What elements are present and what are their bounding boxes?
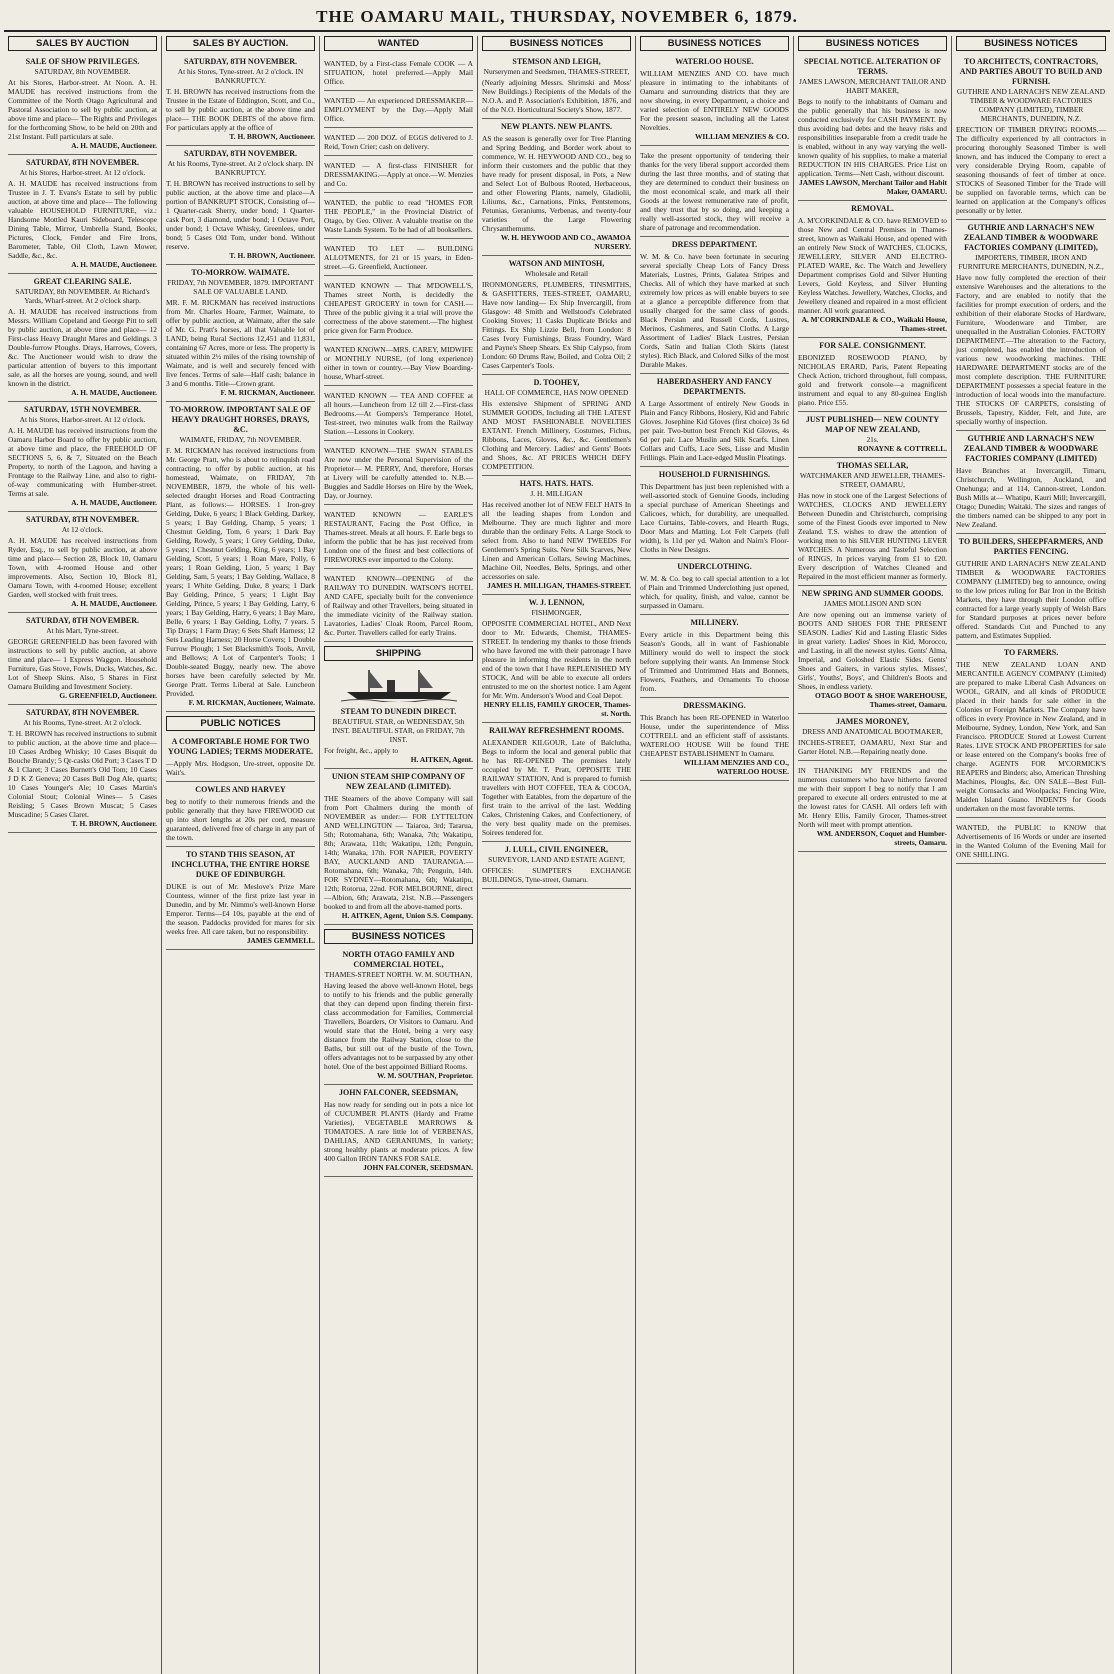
column-2 (162, 36, 320, 1674)
advertisement (324, 239, 473, 276)
ad-body: WANTED — A first-class FINISHER for DRESSMAKING.—Apply at once.—W. Menzies and Co. (324, 161, 473, 188)
advertisement (482, 54, 631, 119)
ad-signature: G. GREENFIELD, Auctioneer. (59, 691, 157, 700)
column-header: BUSINESS NOTICES (482, 36, 631, 51)
section-header-shipping: SHIPPING (324, 646, 473, 661)
advertisement (482, 119, 631, 256)
ad-signature: A. M'CORKINDALE & CO., Waikaki House, Thames-street. (801, 315, 947, 333)
ad-body: A. H. MAUDE has received instructions from the Oamaru Harbor Board to offer by public auction, at above time and place, the FREEHOLD OF SECTIONS 5, 6, & 7, Situated on the Beach Property, to north of the Lagoon, and having a Frontage to the Railway Line, and also to right-of-way communicating with Humber-street. Terms at sale. (8, 426, 157, 498)
ad-subtitle: HALL OF COMMERCE, HAS NOW OPENED (484, 388, 629, 397)
ad-body: W. M. & Co. have been fortunate in securing several specially Cheap Lots of Fancy Dress Materials, Lustres, Prints, Galatea Stripes and Checks. All of which they have marked at such extremely low prices as will enable buyers to see at a glance a perceptible difference from that usually charged for the same class of goods. Black Persian and Russell Cords, Lustres, Merinos, Cashmeres, and Satin Cloths. A Large Assortment of Ladies' Black Lustres, Persian Cords, Satin and Italian Cloth Skirts (latest styles). Rich Black, and Colored Silks of the most Durable Makes. (640, 252, 789, 369)
ad-title: HOUSEHOLD FURNISHINGS. (658, 470, 771, 479)
advertisement (166, 782, 315, 847)
ad-subtitle: WAIMATE, FRIDAY, 7th NOVEMBER. (179, 435, 302, 444)
ad-signature: W. M. SOUTHAN, Proprietor. (376, 1071, 473, 1080)
ad-body: F. M. RICKMAN has received instructions from Mr. George Pratt, who is about to relinquish road contracting, to offer by public auction, at his homestead, Waimate, on FRIDAY, 7th NOVEMBER, 1879, the whole of his well-selected draught Horses and Road Contracting Plant, as follows:— HORSES. 1 Iron-grey Gelding, Duke, 6 years; 1 Black Gelding, Darkey, 5 years; 1 Bay Gelding, Champ, 5 years; 1 Chestnut Gelding, Tom, 6 years; 1 Dark Bay Gelding, Rowdy, 5 years; 1 Grey Gelding, Duke, 5 years; 1 Chestnut Gelding, King, 6 years; 1 Bay Gelding, Scott, 5 years; 1 Roan Mare, Polly, 6 years; 1 Roan Gelding, Lion, 5 years; 1 Bay Gelding, Sam, 5 years; 1 Bay Gelding, Wallace, 8 years; 1 White Gelding, Duke, 8 years; 1 Dark Bay Gelding, Prince, 5 years; 1 Light Bay Gelding, Prince, 5 years; 1 Bay Gelding, Larry, 6 years; 1 Bay Gelding, Harry, 6 years; 1 Bay Mare, Belle, 6 years; 1 Bay Gelding, Lofty, 7 years. 5 Tip Drays; 1 Farm Dray; 6 Sets Shaft Harness; 12 Sets Leading Harness; 20 Horse Covers; 1 Double Furrow Plough; 1 Set Blacksmith's Tools, Anvil, and Bellows; A Lot of Carpenter's Tools; 1 Double-seated Buggy, nearly new. The above horses have been carefully selected by Mr. George Pratt. Terms Liberal at Sale. Luncheon Provided. (166, 446, 315, 698)
ad-body: WANTED TO LET — BUILDING ALLOTMENTS, for 21 or 15 years, in Eden-street.—G. Greenfield, Auctioneer. (324, 244, 473, 271)
ad-subtitle: At 12 o'clock. (61, 525, 104, 534)
ad-title: JAMES MORONEY, (835, 717, 910, 726)
ad-subtitle: At his Stores, Harbor-street. At 12 o'clock. (19, 168, 146, 177)
advertisement (324, 704, 473, 769)
ad-title: NORTH OTAGO FAMILY AND COMMERCIAL HOTEL, (342, 950, 455, 969)
advertisement (324, 947, 473, 1085)
ad-signature: JAMES LAWSON, Merchant Tailor and Habit Maker, OAMARU. (799, 178, 947, 196)
ad-subtitle: WATCHMAKER AND JEWELLER, THAMES-STREET, OAMARU, (799, 471, 946, 489)
advertisement (8, 402, 157, 512)
ad-title: SALE OF SHOW PRIVILEGES. (25, 57, 140, 66)
ad-signature: JOHN FALCONER, SEEDSMAN. (363, 1163, 473, 1172)
advertisement (640, 374, 789, 467)
ad-signature: T. H. BROWN, Auctioneer. (229, 251, 315, 260)
ad-subtitle: FISHMONGER, (531, 608, 582, 617)
advertisement (324, 569, 473, 642)
steamship-illustration (324, 664, 473, 704)
advertisement (324, 340, 473, 386)
ad-title: DRESS DEPARTMENT. (671, 240, 758, 249)
ad-body: A. H. MAUDE has received instructions from Messrs. William Copeland and George Pitt to sell by public auction, at above time and place— 12 First-class Heavy Draught Mares and Geldings. 3 Double-furrow Ploughs. Drays, Harrows, Covers, &c. The Auctioneer would wish to draw the particular attention of buyers to this important sale, as all the horses are young, sound, and well known in the district. (8, 307, 157, 388)
ad-signature: A. H. MAUDE, Auctioneer. (71, 599, 157, 608)
column-header: BUSINESS NOTICES (956, 36, 1106, 51)
ad-body: WANTED KNOWN — EARLE'S RESTAURANT, Facing the Post Office, in Thames-street. Meals at all hours. F. Earle begs to inform the public that he has just received from London one of the finest and best collections of FIREWORKS ever imported to the Colony. (324, 510, 473, 564)
advertisement (640, 146, 789, 237)
ad-title: TO FARMERS. (1003, 648, 1059, 657)
advertisement (956, 54, 1106, 220)
ad-subtitle: JAMES MOLLISON AND SON (823, 599, 922, 608)
ad-subtitle: At his Stores, Harbor-street. At 12 o'clock. (19, 415, 146, 424)
advertisement (482, 476, 631, 595)
ad-title: MILLINERY. (690, 618, 739, 627)
ad-subtitle: FRIDAY, 7th NOVEMBER, 1879. IMPORTANT SALE OF VALUABLE LAND. (167, 278, 314, 296)
advertisement (798, 201, 947, 338)
ad-body: WILLIAM MENZIES AND CO. have much pleasure in intimating to the inhabitants of Oamaru and surrounding districts that they are now showing, in every Department, a choice and varied selection of ENTIRELY NEW GOODS For the present season, including all the Latest Novelties. (640, 69, 789, 132)
ad-body: Has now ready for sending out in pots a nice lot of CUCUMBER PLANTS (Hardy and Frame Varieties), VEGETABLE MARROWS & TOMATOES. A rare little lot of VERBENAS, DAHLIAS, AND GERANIUMS, In variety; strong healthy plants at moderate prices. A few 400 Gallon IRON TANKS FOR SALE. (324, 1100, 473, 1163)
ad-signature: RONAYNE & COTTRELL. (857, 444, 947, 453)
advertisement (324, 128, 473, 156)
ad-body: T. H. BROWN has received instructions to sell by public auction, at the above time and place—A portion of BANKRUPT STOCK, Consisting of— 1 Quarter-cask Sherry, under bond; 1 Quarter-cask Port, 3 diamond, under bond; 1 Octave Port, under bond; 1 Octave Whisky, Greenlees, under bond; 5 Cases Old Tom, under bond. Without reserve. (166, 179, 315, 251)
column-header: WANTED (324, 36, 473, 51)
columns (4, 36, 1110, 1674)
advertisement (324, 386, 473, 441)
advertisement (324, 276, 473, 340)
ad-body: DUKE is out of Mr. Meslove's Prize Mare Countess, winner of the first prize last year in Dunedin, and by Mr. Nimmo's well-known Horse Emperor. Terms—£4 10s, payable at the end of the season. Paddocks provided for mares for six weeks free. All care taken, but no responsibility. (166, 882, 315, 936)
advertisement (798, 412, 947, 458)
ad-body: THE Steamers of the above Company will sail from Port Chalmers during the month of NOVEMBER as under:— FOR LYTTELTON AND WELLINGTON — Taiaroa, 3rd; Tararua, 5th; Rotomahana, 6th; Wanaka, 7th; Wakatipu, 8th; Arawata, 11th; Wakatipu, 12th; Penguin, 14th; Wanaka, 17th. FOR NAPIER, POVERTY BAY, AUCKLAND AND TAURANGA.—Rotomahana, 6th; Wanaka, 7th; Penguin, 14th. FOR SYDNEY—Rotomahana, 6th; Wakatipu, 12th; Rotorua, 22nd. FOR MELBOURNE, direct—Albion, 6th; Arawata, 21st. N.B.—Passengers booked to and from all the above-named ports. (324, 794, 473, 911)
ad-body: WANTED KNOWN — TEA AND COFFEE at all hours.—Luncheon from 12 till 2.—First-class Bedrooms.—At Gompers's Temperance Hotel, Test-street, two minutes walk from the Railway Station.—Lessons in Cookery. (324, 391, 473, 436)
ad-title: SATURDAY, 8TH NOVEMBER. (25, 515, 140, 524)
ad-body: A. M'CORKINDALE & CO. have REMOVED to those New and Central Premises in Thames-street, known as Waikaki House, and opened with an entirely New Stock of WATCHES, CLOCKS, JEWELLERY, SILVER AND ELECTRO-PLATED WARE, &c. The Watch and Jewellery Department comprises Gold and Silver Hunting Levers, Gold Keyless, and Silver Hunting Keyless Watches. Jewellery, Watches, Clocks, and Jewellery cleaned and repaired in a most efficient manner. All work guaranteed. (798, 216, 947, 315)
ad-title: THOMAS SELLAR, (836, 461, 909, 470)
ad-subtitle: Nurserymen and Seedsmen, THAMES-STREET, (483, 67, 630, 76)
ad-subtitle: Wholesale and Retail (524, 269, 589, 278)
column-7 (952, 36, 1110, 1674)
ad-body: beg to notify to their numerous friends and the public generally that they have FIREWOOD cut up into short lengths at 20s per cord, measure guaranteed, delivered free of charge in any part of the town. (166, 797, 315, 842)
ad-title: SATURDAY, 8TH NOVEMBER. (25, 158, 140, 167)
advertisement (640, 615, 789, 698)
ad-body: GUTHRIE AND LARNACH'S NEW ZEALAND TIMBER & WOODWARE FACTORIES COMPANY (LIMITED) beg to announce, owing to the low prices ruling for Bar Iron in the British Markets, they have through their London office contracted for a large yearly supply of Welsh Bars for Standard purposes at prices never before offered. Standards Cut and Punched to any pattern, and Estimates Supplied. (956, 559, 1106, 640)
ad-signature: T. H. BROWN, Auctioneer. (71, 819, 157, 828)
ad-body: (Nearly adjoining Messrs. Shrimski and Moss' New Buildings.) Recipients of the Medals of the N.O.A. and P. Association's Exhibition, 1876, and of the N.O. Horticultural Society's Show, 1877. (482, 78, 631, 114)
ad-title: RAILWAY REFRESHMENT ROOMS. (489, 726, 624, 735)
ad-body: EBONIZED ROSEWOOD PIANO, by NICHOLAS ERARD, Paris, Patent Repeating Check Action, trichord throughout, full compass, gold and fretwork console—a magnificent instrument and equal to any 80-guinea English piano. Price £55. (798, 353, 947, 407)
ad-body: This Department has just been replenished with a well-assorted stock of Genuine Goods, including a special purchase of American Sheetings and Calicoes, which, for durability, are unequalled. Lace Curtains, Table-covers, and Hearth Rugs, Door Mats and Matting. Lot Felt Carpets (full width), ls 11d per yd. Walton and Nairn's Floor-Cloths in New Designs. (640, 482, 789, 554)
ad-subtitle: At his Rooms, Tyne-street. At 2 o'clock sharp. IN BANKRUPTCY. (167, 159, 314, 177)
advertisement (798, 586, 947, 714)
column-6 (794, 36, 952, 1674)
advertisement (324, 441, 473, 505)
advertisement (482, 595, 631, 723)
ad-body: GEORGE GREENFIELD has been favored with instructions to sell by public auction, at above time and place— 1 Express Waggon. Household Furniture, Gas Stove, Fowls, Ducks, Watches, &c. Lot of Sheep Skins. Also, 5 Shares in First Oamaru Building and Investment Society. (8, 637, 157, 691)
ad-title: TO BUILDERS, SHEEPFARMERS, AND PARTIES FENCING. (958, 537, 1104, 556)
advertisement (8, 54, 157, 155)
ad-title: REMOVAL. (851, 204, 894, 213)
column-header: SALES BY AUCTION. (166, 36, 315, 51)
ad-title: TO-MORROW. IMPORTANT SALE OF HEAVY DRAUGHT HORSES, DRAYS, &C. (169, 405, 312, 434)
ad-title: A COMFORTABLE HOME FOR TWO YOUNG LADIES; TERMS MODERATE. (167, 737, 314, 756)
ad-signature: JAMES GEMMELL. (246, 936, 315, 945)
ad-subtitle: SATURDAY, 8th NOVEMBER. (34, 67, 131, 76)
ad-subtitle: SATURDAY, 8th NOVEMBER. At Richard's Yards, Wharf-street. At 2 o'clock sharp. (15, 287, 150, 305)
ad-body: IN THANKING MY FRIENDS and the numerous customers who have hitherto favored me with their support I beg to notify that I am prepared to execute all orders entrusted to me at the lowest rates for CASH. All orders left with Mr. Henry Ellis, Family Grocer, Thames-street North will meet with prompt attention. (798, 766, 947, 829)
column-header: BUSINESS NOTICES (640, 36, 789, 51)
ad-body: This Branch has been RE-OPENED in Waterloo House, under the superintendence of Miss COTTRELL and an efficient staff of assistants. WATERLOO HOUSE Will be found THE CHEAPEST ESTABLISHMENT In Oamaru. (640, 713, 789, 758)
ad-signature: A. H. MAUDE, Auctioneer. (71, 498, 157, 507)
ad-body: —Apply Mrs. Hodgson, Ure-street, opposite Dr. Wait's. (166, 759, 315, 777)
ad-body: OPPOSITE COMMERCIAL HOTEL, AND Next door to Mr. Edwards, Chemist, THAMES-STREET. In tendering my thanks to those friends who have favored me with their patronage I have pleasure in informing the residents in the north end of the town that I have REPLENISHED MY STOCK, And will be able to execute all orders entrusted to me on the shortest notice. I am Agent for Mr. Wm. Anderson's Wood and Coal Depot. (482, 619, 631, 700)
ad-body: For freight, &c., apply to (324, 746, 399, 755)
ad-title: HABERDASHERY AND FANCY DEPARTMENTS. (656, 377, 773, 396)
ad-title: UNDERCLOTHING. (677, 562, 752, 571)
advertisement (956, 220, 1106, 431)
ad-title: STEAM TO DUNEDIN DIRECT. (340, 707, 457, 716)
ad-subtitle: At his Stores, Tyne-street. At 2 o'clock. IN BANKRUPTCY. (177, 67, 304, 85)
ad-body: Have now fully completed the erection of their extensive Warehouses and the alterations to the Factory, and are enabled to notify that the facilities for prompt execution of orders, and the exhibition of their elaborate Stocks of Hardware, Furniture, Woodenware and Timber, are unequalled in the Australian Colonies. FACTORY DEPARTMENT.—The alteration to the Factory, just completed, has enabled the introduction of various new woodworking machines. THE HARDWARE DEPARTMENT stocks are of the most complete description. THE FURNITURE DEPARTMENT possesses a special feature in the introduction of local woods into the manufacture. THE STOCKS OF CARPETS, consisting of Brussels, Tapestry, Kidder, Felt, and Jute, are specially worthy of inspection. (956, 273, 1106, 426)
ad-title: STEMSON AND LEIGH, (512, 57, 601, 66)
ad-body: At his Stores, Harbor-street. At Noon. A. H. MAUDE has received instructions from the Committee of the North Otago Agricultural and Pastoral Association to sell by public auction, at above time and place— The Rights and Privileges for the forthcoming Show, to be held on 20th and 21st Instant. Full particulars at sale. (8, 78, 157, 141)
ad-body: WANTED KNOWN—OPENING of the RAILWAY TO DUNEDIN. WATSON'S HOTEL AND CAFE, specially built for the convenience of Railway and other Travellers, being situated in the immediate vicinity of the Railway station. Lavatories, Ladies' Cloak Room, Parcel Room, &c. Porter. Travellers called for early Trains. (324, 574, 473, 637)
ad-body: WANTED, by a First-class Female COOK — A SITUATION, hotel preferred.—Apply Mail Office. (324, 59, 473, 86)
ad-title: W. J. LENNON, (528, 598, 585, 607)
ad-body: T. H. BROWN has received instructions from the Trustee in the Estate of Eddington, Scott, and Co., to sell by public auction, at the above time and place— THE BOOK DEBTS of the above firm. For particulars apply at the office of (166, 87, 315, 132)
ad-body: T. H. BROWN has received instructions to submit to public auction, at the above time and place— 10 Cases Ardbeg Whisky; 10 Cases Bisquit du Bouche Brandy; 5 Qr-casks Old Port; 3 Cases T D & 1 Claret; 3 Cases Burnett's Old Tom; 10 Cases J D K Z Geneva; 20 Cases Bull Dog Ale, quarts; 10 Cases Younger's Ale; 10 Cases Martin's Colonial Stout; Colonial Wines— 5 Cases Reisling; 5 Cases Brown Muscat; 5 Cases Muscadine; 5 Cases Claret. (8, 729, 157, 819)
ad-body: A Large Assortment of entirely New Goods in Plain and Fancy Ribbons, Hosiery, Kid and Fabric Gloves. Josephine Kid Gloves (first choice) 3s 6d per pair. Two-button best French Kid Gloves, 4s 6d per pair. Lace Muslin and Silk Scarfs. Linen Collars and Cuffs, Lace Sets, Lisse and Muslin Frillings. Plain and Lace-edged Muslin Pleatings. (640, 399, 789, 462)
advertisement (324, 1085, 473, 1177)
advertisement (798, 54, 947, 201)
ad-title: SATURDAY, 8TH NOVEMBER. (25, 616, 140, 625)
ad-body: Have Branches at Invercargill, Timaru, Christchurch, Wellington, Auckland, and Onehunga; and at 114, Cannon-street, London. Bush Mills at— Whatipu, Kauri Mill; Invercargill, Otago; Dunedin; Waitaki. The sizes and ranges of the timbers named can be shipped to any port in New Zealand. (956, 466, 1106, 529)
ad-signature: WILLIAM MENZIES & CO. (694, 132, 789, 141)
advertisement (482, 723, 631, 842)
advertisement (640, 559, 789, 615)
ad-title: DRESSMAKING. (683, 701, 746, 710)
advertisement (8, 155, 157, 274)
ad-body: Having leased the above well-known Hotel, begs to notify to his friends and the public generally that they can depend upon finding therein first-class accommodation for Families, Commercial Travellers, Boarders, Or Visitors to Oamaru. And would state that the Hotel, being a very easy distance from the Railway Station, close to the Baths, but still out of the bustle of the Town, offers advantages not to be surpassed by any other hotel. One of the best appointed Billiard Rooms. (324, 981, 473, 1071)
ad-subtitle: SURVEYOR, LAND AND ESTATE AGENT, (488, 855, 625, 864)
advertisement (166, 847, 315, 950)
ad-body: Has received another lot of NEW FELT HATS In all the leading shapes from London and Melbourne. They are much lighter and more durable than the ordinary Felts. A Large Stock to select from. Also to hand NEW TWEEDS For Gentlemen's Spring Suits. New Silk Scarves, New Linen and American Collars, Sewing Machines, Machine Oil, Needles, Belts, Springs, and other accessories on sale. (482, 500, 631, 581)
ad-title: SATURDAY, 15TH NOVEMBER. (23, 405, 142, 414)
advertisement (482, 256, 631, 375)
ad-body: THE NEW ZEALAND LOAN AND MERCANTILE AGENCY COMPANY (Limited) are prepared to make Liberal Cash Advances on WOOL, GRAIN, and all kinds of PRODUCE placed in their hands for sale either in the Colonies or Foreign Markets. The Company have offices in every Province in New Zealand, and in Melbourne, Sydney, London, New York, and San Francisco. PRODUCE Stored at Lowest Current Rates. LIVE STOCK AND PROPERTIES for sale or lease entered on the Company's books free of charge. AGENTS FOR M'CORMICK'S REAPERS and Binders; also, American Threshing Machines, Ploughs, &c. ON SALE—Best Full-weight Cornsacks and Woolpacks; Fencing Wire, Malden Island Guano. INDENTS for Goods undertaken on the most favorable terms. (956, 660, 1106, 813)
column-header: BUSINESS NOTICES (798, 36, 947, 51)
ad-title: COWLES AND HARVEY (195, 785, 286, 794)
ad-subtitle: GUTHRIE AND LARNACH'S NEW ZEALAND TIMBER & WOODWARE FACTORIES COMPANY (LIMITED), TIMBER MERCHANTS, DUNEDIN, N.Z. (956, 87, 1106, 123)
advertisement (324, 91, 473, 128)
ad-body: WANTED — An experienced DRESSMAKER—EMPLOYMENT by the Day.—Apply Mail Office. (324, 96, 473, 123)
advertisement (640, 698, 789, 781)
ad-signature: WILLIAM MENZIES AND CO., WATERLOO HOUSE. (683, 758, 789, 776)
advertisement (166, 734, 315, 782)
advertisement (324, 505, 473, 569)
ad-subtitle: THAMES-STREET NORTH. W. M. SOUTHAN, (324, 970, 473, 979)
ad-body: MR. F. M. RICKMAN has received instructions from Mr. Charles Hoare, Farmer, Waimate, to offer by public auction, at Waimate, after the sale of Mr. G. Pratt's horses, all that Valuable lot of LAND, being Rural Sections 12,451 and 11,831, containing 67 Acres, more or less. The property is situated within 2½ miles of the rising township of Waimate, and is well and securely fenced with live fences. Terms of sale—Half cash; balance in 3 and 6 months. Title—Crown grant. (166, 298, 315, 388)
advertisement (166, 402, 315, 712)
ad-body: A. H. MAUDE has received instructions from Trustee in J. T. Evans's Estate to sell by public auction, at above time and place— The following valuable HOUSEHOLD FURNITURE, viz.: Handsome Mottled Kauri Sideboard, Telescope Dining Table, Mirror, Umbrella Stand, Books, Pictures, Clock, Fender and Fire Irons, Barometer, Table, Oil Cloth, Lawn Mower, Saddle, &c., &c. (8, 179, 157, 260)
ad-body: WANTED — 200 DOZ. of EGGS delivered to J. Reid, Town Crier; cash on delivery. (324, 133, 473, 151)
ad-title: GUTHRIE AND LARNACH'S NEW ZEALAND TIMBER & WOODWARE FACTORIES COMPANY (LIMITED), (963, 223, 1099, 252)
ad-title: J. LULL, CIVIL ENGINEER, (504, 845, 609, 854)
ad-body: WANTED KNOWN—MRS. CAREY, MIDWIFE or MONTHLY NURSE, (of long experience) either in town or country.—Bay View Boarding-house, Wharf-street. (324, 345, 473, 381)
advertisement (640, 54, 789, 146)
advertisement (956, 431, 1106, 534)
ad-body: ERECTION OF TIMBER DRYING ROOMS.—The difficulty experienced by all contractors in procuring thoroughly Seasoned Timber is well known, and has induced the Company to erect a very considerable Drying Room, capable of seasoning thousands of feet of timber at once. STOCKS of Seasoned Timber for the Trade will be supplied on favorable terms, which can be learned on application at the Company's offices personally or by letter. (956, 125, 1106, 215)
advertisement (956, 818, 1106, 864)
ad-body: AS the season is generally over for Tree Planting and Spring Bedding, and Border work about to commence, W. H. HEYWOOD AND CO., beg to inform their customers and the public that they have ready for present disposal, in Pots, a New and Select Lot of Bulbous Rooted, Herbaceous, and other Flowering Plants, namely, Gladiolii, Liliums, &c., Carnations, Pinks, Pentstemons, Petunias, Geraniums, Verbenas, and twenty-four varieties of the Large Flowering Chrysanthemums. (482, 134, 631, 233)
ad-signature: A. H. MAUDE, Auctioneer. (71, 260, 157, 269)
ad-body: Every article in this Department being this Season's Goods, all in want of Fashionable Millinery would do well to inspect the stock before supplying their wants. An Immense Stock of Trimmed and Untrimmed Hats and Bonnets, Flowers, Feathers, and Ornaments To choose from. (640, 630, 789, 693)
ad-body: WANTED KNOWN — That M'DOWELL'S, Thames street North, is decidedly the CHEAPEST GROCERY in town for CASH.—Three of the public giving it a trial will prove the correctness of the above statement.—The highest price given for Farm Produce. (324, 281, 473, 335)
ad-title: NEW SPRING AND SUMMER GOODS. (801, 589, 944, 598)
ad-title: SATURDAY, 8TH NOVEMBER. (183, 149, 298, 158)
ad-signature: W. H. HEYWOOD AND CO., AWAMOA NURSERY. (500, 233, 631, 251)
ad-title: SPECIAL NOTICE. ALTERATION OF TERMS. (804, 57, 941, 76)
advertisement (482, 375, 631, 476)
ad-subtitle: DRESS AND ANATOMICAL BOOTMAKER, (802, 727, 943, 736)
ad-subtitle: BEAUTIFUL STAR, on WEDNESDAY, 5th INST. BEAUTIFUL STAR, on FRIDAY, 7th INST. (332, 717, 465, 744)
ad-body: Begs to notify to the inhabitants of Oamaru and the public generally that his business is now conducted exclusively for CASH PAYMENT. By thus avoiding bad debts and the heavy risks and responsibilities inseparable from a credit trade he is enabled, without in any way varying the well-known quality of his supplies, to make a material REDUCTION IN HIS CHARGES. Price List on application. Terms—Nett Cash, without discount. (798, 97, 947, 178)
advertisement (798, 714, 947, 761)
advertisement (640, 467, 789, 559)
ad-signature: H. AITKEN, Agent. (410, 755, 473, 764)
ad-signature: JAMES H. MILLIGAN, THAMES-STREET. (487, 581, 631, 590)
ad-title: D. TOOHEY, (533, 378, 580, 387)
section-header-business-notices: BUSINESS NOTICES (324, 929, 473, 944)
advertisement (798, 338, 947, 412)
ad-title: TO ARCHITECTS, CONTRACTORS, AND PARTIES ABOUT TO BUILD AND FURNISH. (959, 57, 1103, 86)
advertisement (324, 769, 473, 925)
ad-signature: OTAGO BOOT & SHOE WAREHOUSE, Thames-street, Oamaru. (814, 691, 947, 709)
ad-title: UNION STEAM SHIP COMPANY OF NEW ZEALAND (LIMITED). (331, 772, 466, 791)
ad-signature: A. H. MAUDE, Auctioneer. (71, 141, 157, 150)
ad-body: Has now in stock one of the Largest Selections of WATCHES, CLOCKS AND JEWELLERY Between Dunedin and Christchurch, comprising some of the Finest Goods ever imported to New Zealand. T.S. wishes to draw the attention of working men to his SILVER HUNTING LEVER WATCHES. A Numerous and Tasteful Selection of RINGS, In prices varying from £1 to £20. Every description of Watches Cleaned and Repaired in the most efficient manner as formerly. (798, 491, 947, 581)
column-3 (320, 36, 478, 1674)
advertisement (166, 146, 315, 265)
ad-body: Are now opening out an immense variety of BOOTS AND SHOES FOR THE PRESENT SEASON. Ladies' Kid and Lasting Elastic Sides in great variety. Ladies' Shoes in Kid, Morocco, and Lasting, in all the newest styles. Gents' Alma, Imperial, and Goloshed Elastic Sides. Gents' Shoes and Gaiters, in various styles. Misses', Girls', Youths', Boys', and Children's Boots and Shoes, in endless variety. (798, 610, 947, 691)
ad-title: GUTHRIE AND LARNACH'S NEW ZEALAND TIMBER & WOODWARE FACTORIES COMPANY (LIMITED) (963, 434, 1099, 463)
ad-subtitle: IMPORTERS, TIMBER, IRON AND FURNITURE MERCHANTS, DUNEDIN, N.Z., (958, 253, 1104, 271)
advertisement (8, 512, 157, 613)
advertisement (482, 842, 631, 889)
ad-body: WANTED, the PUBLIC to KNOW that Advertisements of 16 Words or under are inserted in the Wanted Column of the Evening Mail for ONE SHILLING. (956, 823, 1106, 859)
advertisement (8, 705, 157, 833)
column-5 (636, 36, 794, 1674)
ad-body: A. H. MAUDE has received instructions from Ryder, Esq., to sell by public auction, at above time and place— Section 28, Block 10, Oamaru Town, with 4-roomed House and other improvements. Also, Section 10, Block 81, Oamaru Town, with 4-roomed House; excellent Garden, well stocked with fruit trees. (8, 536, 157, 599)
column-header: SALES BY AUCTION (8, 36, 157, 51)
ad-body: W. M. & Co. beg to call special attention to a lot of Plain and Trimmed Underclothing just opened, which, for quality, finish, and value, cannot be surpassed in Oamaru. (640, 574, 789, 610)
advertisement (324, 54, 473, 91)
ad-body: OFFICES: SUMPTER'S EXCHANGE BUILDINGS, Tyne-street, Oamaru. (482, 866, 631, 884)
advertisement (956, 534, 1106, 645)
advertisement (324, 193, 473, 239)
ad-subtitle: 21s. (866, 435, 879, 444)
advertisement (640, 237, 789, 374)
advertisement (166, 265, 315, 402)
ad-signature: F. M. RICKMAN, Auctioneer, Waimate. (188, 698, 315, 707)
ad-title: WATERLOO HOUSE. (675, 57, 754, 66)
ad-title: JUST PUBLISHED— NEW COUNTY MAP OF NEW ZEALAND, (805, 415, 940, 434)
advertisement (8, 613, 157, 705)
ad-body: WANTED, the public to read "HOMES FOR THE PEOPLE," in the Provincial District of Otago, by Geo. Oliver. A valuable treatise on the Waste Lands System. To be had of all booksellers. (324, 198, 473, 234)
ad-signature: A. H. MAUDE, Auctioneer. (71, 388, 157, 397)
section-header-public-notices: PUBLIC NOTICES (166, 716, 315, 731)
ad-title: NEW PLANTS. NEW PLANTS. (500, 122, 613, 131)
ad-title: TO-MORROW. WAIMATE. (191, 268, 290, 277)
ad-signature: HENRY ELLIS, FAMILY GROCER, Thames-st. North. (483, 700, 631, 718)
ad-title: SATURDAY, 8TH NOVEMBER. (183, 57, 298, 66)
ad-title: FOR SALE. CONSIGNMENT. (819, 341, 926, 350)
advertisement (798, 458, 947, 586)
advertisement (324, 156, 473, 193)
ad-subtitle: At his Rooms, Tyne-street. At 2 o'clock. (23, 718, 142, 727)
ad-subtitle: JAMES LAWSON, MERCHANT TAILOR AND HABIT MAKER, (799, 77, 946, 95)
ad-title: HATS. HATS. HATS. (519, 479, 594, 488)
ad-subtitle: J. H. MILLIGAN (530, 489, 583, 498)
advertisement (956, 645, 1106, 818)
ad-body: His extensive Shipment of SPRING AND SUMMER GOODS, Including all THE LATEST AND MOST FASHIONABLE NOVELTIES EXTANT. French Millinery, Costumes, Fichus, Ribbons, Laces, Gloves, &c., &c. Gentlemen's Clothing and Mercery. Ladies' and Gents' Boots and Shoes, &c. AT PRICES WHICH DEFY COMPETITION. (482, 399, 631, 471)
ad-title: JOHN FALCONER, SEEDSMAN, (339, 1088, 458, 1097)
column-1 (4, 36, 162, 1674)
ad-title: GREAT CLEARING SALE. (33, 277, 132, 286)
ad-signature: H. AITKEN, Agent, Union S.S. Company. (341, 911, 473, 920)
ad-signature: F. M. RICKMAN, Auctioneer. (220, 388, 315, 397)
ad-title: WATSON AND MINTOSH, (508, 259, 605, 268)
ad-body: INCHES-STREET, OAMARU, Next Star and Garter Hotel. N.B.—Repairing neatly done. (798, 738, 947, 756)
ad-body: ALEXANDER KILGOUR, Late of Balclutha, Begs to inform the local and general public that he has RE-OPENED The premises lately occupied by Mr. T. Pratt, OPPOSITE THE RAILWAY STATION, And is prepared to furnish travellers with HOT COFFEE, TEA & COCOA, Together with Eatables, from the departure of the first train to the arrival of the last. Wedding Cakes, Christening Cakes, and Confectionery, of the very best quality made on the premises. Soirees tendered for. (482, 738, 631, 837)
advertisement (166, 54, 315, 146)
ad-signature: WM. ANDERSON, Coquet and Humber-streets, Oamaru. (816, 829, 947, 847)
ad-subtitle: At his Mart, Tyne-street. (46, 626, 119, 635)
ad-title: TO STAND THIS SEASON, AT INCHCLUTHA, THE ENTIRE HORSE DUKE OF EDINBURGH. (171, 850, 310, 879)
ad-title: SATURDAY, 8TH NOVEMBER. (25, 708, 140, 717)
ad-signature: T. H. BROWN, Auctioneer. (229, 132, 315, 141)
ad-body: Take the present opportunity of tendering their thanks for the very liberal support accorded them during the last three months, and of stating that they are determined to conduct their business on the most economical scale, and mark all their Goods at the lowest remunerative rate of profit, and they trust that by so doing, and keeping a really well-assorted stock, they will receive a share of patronage and recommendation. (640, 151, 789, 232)
column-4 (478, 36, 636, 1674)
ad-body: WANTED KNOWN—THE SWAN STABLES Are now under the Personal Supervision of the Proprietor— M. PERRY, And, therefore, Horses at Livery will be carefully attended to. N.B.—Buggies and Saddle Horses on Hire by the Week, Day, or Journey. (324, 446, 473, 500)
masthead: THE OAMARU MAIL, THURSDAY, NOVEMBER 6, 1879. (4, 4, 1110, 32)
advertisement (798, 761, 947, 852)
advertisement (8, 274, 157, 402)
ad-body: IRONMONGERS, PLUMBERS, TINSMITHS, & GASFITTERS, TEES-STREET, OAMARU, Have now landing— Ex Ship Invercargill, from Glasgow: 48 Smith and Wellstood's Celebrated Cooking Stoves; 11 Casks Duplicate Bricks and Fittings. Ex Ship Lizzie Bell, from London: 8 Cases Ivory Furnishings, Brass Foundry, Ward and Payne's Sheep Shears. Ex Ship Calypso, from London: 60 Drums Raw, Boiled, and Colza Oil; 2 Cases Carpenter's Tools. (482, 280, 631, 370)
